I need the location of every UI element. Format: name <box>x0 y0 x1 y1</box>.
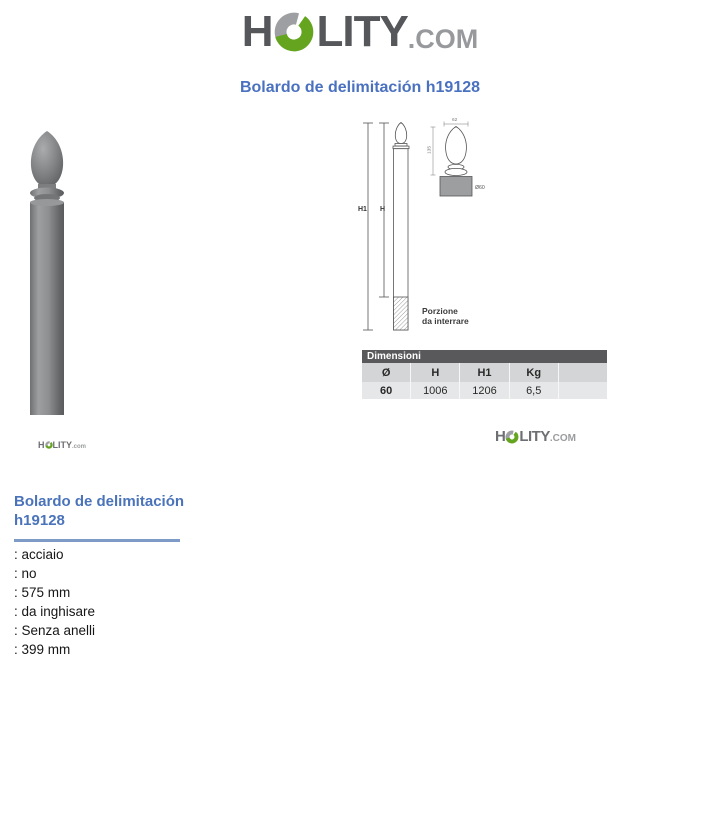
logo-text-com: .COM <box>407 24 479 54</box>
spec-item: : acciaio <box>14 547 64 562</box>
buried-label-line2: da interrare <box>422 316 469 326</box>
column-header: Ø <box>362 363 411 382</box>
column-header: H1 <box>460 363 509 382</box>
buried-label-line1: Porzione <box>422 306 458 316</box>
logo-swirl-icon <box>505 430 519 444</box>
logo-text-h: H <box>38 440 45 450</box>
column-header: Kg <box>510 363 559 382</box>
product-details <box>14 492 214 659</box>
heading-divider <box>14 539 180 542</box>
logo-text-lity: LITY <box>519 428 550 445</box>
logo-swirl-icon <box>273 11 315 53</box>
dim-label-h: H <box>380 206 386 213</box>
page-title: Bolardo de delimitación h19128 <box>239 79 481 96</box>
logo-text-com: .com <box>72 444 87 450</box>
footer-logo <box>495 429 576 444</box>
dimensions-table-header-row <box>362 363 607 382</box>
spec-item: : 399 mm <box>14 642 71 657</box>
watermark-logo <box>38 441 86 450</box>
spec-item: : Senza anelli <box>14 623 96 638</box>
dimensions-table-title: Dimensioni <box>362 350 607 363</box>
table-cell-empty <box>559 382 607 399</box>
table-cell: 1206 <box>460 382 509 399</box>
holity-logo <box>241 7 479 56</box>
detail-base <box>440 177 472 197</box>
header-logo-row <box>0 7 720 56</box>
detail-width-label: 62 <box>452 118 458 123</box>
logo-text-h: H <box>495 428 506 445</box>
dimensions-table-value-row <box>362 382 607 399</box>
logo-text-com: .COM <box>549 433 576 444</box>
technical-drawing <box>352 110 512 342</box>
spec-list <box>14 545 214 659</box>
column-header-empty <box>559 363 607 382</box>
buried-portion-hatch <box>394 297 409 330</box>
logo-swirl-icon <box>45 441 53 449</box>
logo-text-lity: LITY <box>316 7 408 56</box>
detail-height-label: 135 <box>427 145 433 154</box>
logo-text-lity: LITY <box>52 440 72 450</box>
detail-diameter-label: Ø60 <box>475 185 485 191</box>
finial-detail <box>427 117 485 196</box>
table-cell: 1006 <box>411 382 460 399</box>
spec-item: : da inghisare <box>14 604 96 619</box>
bollard-photo <box>8 118 108 418</box>
logo-text-h: H <box>241 7 273 56</box>
spec-item: : 575 mm <box>14 585 71 600</box>
column-header: H <box>411 363 460 382</box>
table-cell: 6,5 <box>510 382 559 399</box>
dim-label-h1: H1 <box>358 206 367 213</box>
table-cell: 60 <box>362 382 411 399</box>
dim-line-h1 <box>363 123 373 330</box>
product-heading: Bolardo de delimitación h19128 <box>14 493 185 529</box>
dimensions-table <box>362 350 607 399</box>
spec-item: : no <box>14 566 37 581</box>
